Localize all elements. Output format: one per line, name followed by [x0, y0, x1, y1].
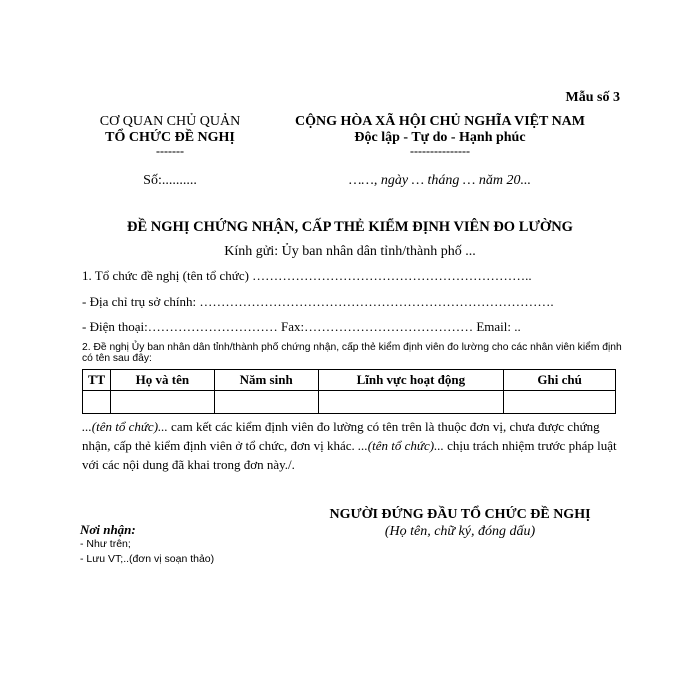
country-name: CỘNG HÒA XÃ HỘI CHỦ NGHĨA VIỆT NAM — [294, 114, 585, 129]
org-placeholder-1: ...(tên tổ chức)... — [82, 419, 168, 434]
phone-field: - Điện thoại:………………………… — [82, 319, 278, 334]
org-name-field: 1. Tổ chức đề nghị (tên tổ chức) ……………………………………………………….. — [82, 268, 532, 283]
table-cell — [504, 391, 616, 414]
header-tt: TT — [83, 370, 111, 391]
recipients-block — [80, 522, 214, 567]
header-birth-year: Năm sinh — [214, 370, 318, 391]
recipient-item: - Như trên; — [80, 538, 131, 550]
commitment-text-1: cam kết các kiểm định viên đo lường có tên trên là thuộc đơn vị, chưa được chứng nhận, cấp thẻ kiểm định viên ở tổ chức, đơn vị khác. — [82, 419, 600, 453]
agency-line-1: CƠ QUAN CHỦ QUẢN — [99, 114, 241, 129]
table-cell — [83, 391, 111, 414]
signer-note: (Họ tên, chữ ký, đóng dấu) — [384, 524, 536, 539]
agency-dash: ------- — [156, 144, 184, 158]
staff-table — [82, 369, 616, 414]
table-row — [83, 391, 616, 414]
recipient-item: - Lưu VT;..(đơn vị soạn thảo) — [80, 553, 215, 565]
motto: Độc lập - Tự do - Hạnh phúc — [354, 130, 526, 145]
section-2-note: 2. Đề nghị Ủy ban nhân dân tỉnh/thành phố chứng nhận, cấp thẻ kiểm định viên đo lường cho các nhân viên kiểm định có tên sau đây: — [82, 342, 622, 364]
motto-dash: --------------- — [410, 144, 470, 158]
header-field: Lĩnh vực hoạt động — [318, 370, 504, 391]
email-field: Email: .. — [476, 319, 521, 334]
national-header — [280, 114, 600, 156]
addressee: Kính gửi: Ủy ban nhân dân tỉnh/thành phố ... — [224, 244, 476, 259]
header-name: Họ và tên — [110, 370, 214, 391]
commitment-paragraph — [82, 417, 622, 474]
agency-header — [90, 114, 250, 156]
address-field: - Địa chỉ trụ sở chính: ………………………………………………………………………. — [82, 294, 554, 309]
commitment-text-2: chịu trách nhiệm trước pháp luật với các nội dung đã khai trong đơn này./. — [82, 438, 617, 472]
fax-field: Fax:………………………………… — [280, 319, 474, 334]
org-placeholder-2: ...(tên tổ chức)... — [358, 438, 444, 453]
table-cell — [214, 391, 318, 414]
table-cell — [318, 391, 504, 414]
table-header-row — [83, 370, 616, 391]
recipients-heading: Nơi nhận: — [80, 522, 136, 537]
contact-line — [82, 319, 521, 335]
doc-number: Số:.......... — [143, 173, 197, 188]
table-cell — [110, 391, 214, 414]
form-number: Mẫu số 3 — [565, 90, 620, 105]
signer-block — [300, 506, 620, 540]
place-date: ……, ngày … tháng … năm 20... — [348, 173, 531, 188]
agency-line-2: TỔ CHỨC ĐỀ NGHỊ — [105, 130, 235, 145]
signer-title: NGƯỜI ĐỨNG ĐẦU TỔ CHỨC ĐỀ NGHỊ — [329, 507, 591, 522]
document-title: ĐỀ NGHỊ CHỨNG NHẬN, CẤP THẺ KIỂM ĐỊNH VIÊN ĐO LƯỜNG — [127, 219, 573, 235]
header-note: Ghi chú — [504, 370, 616, 391]
